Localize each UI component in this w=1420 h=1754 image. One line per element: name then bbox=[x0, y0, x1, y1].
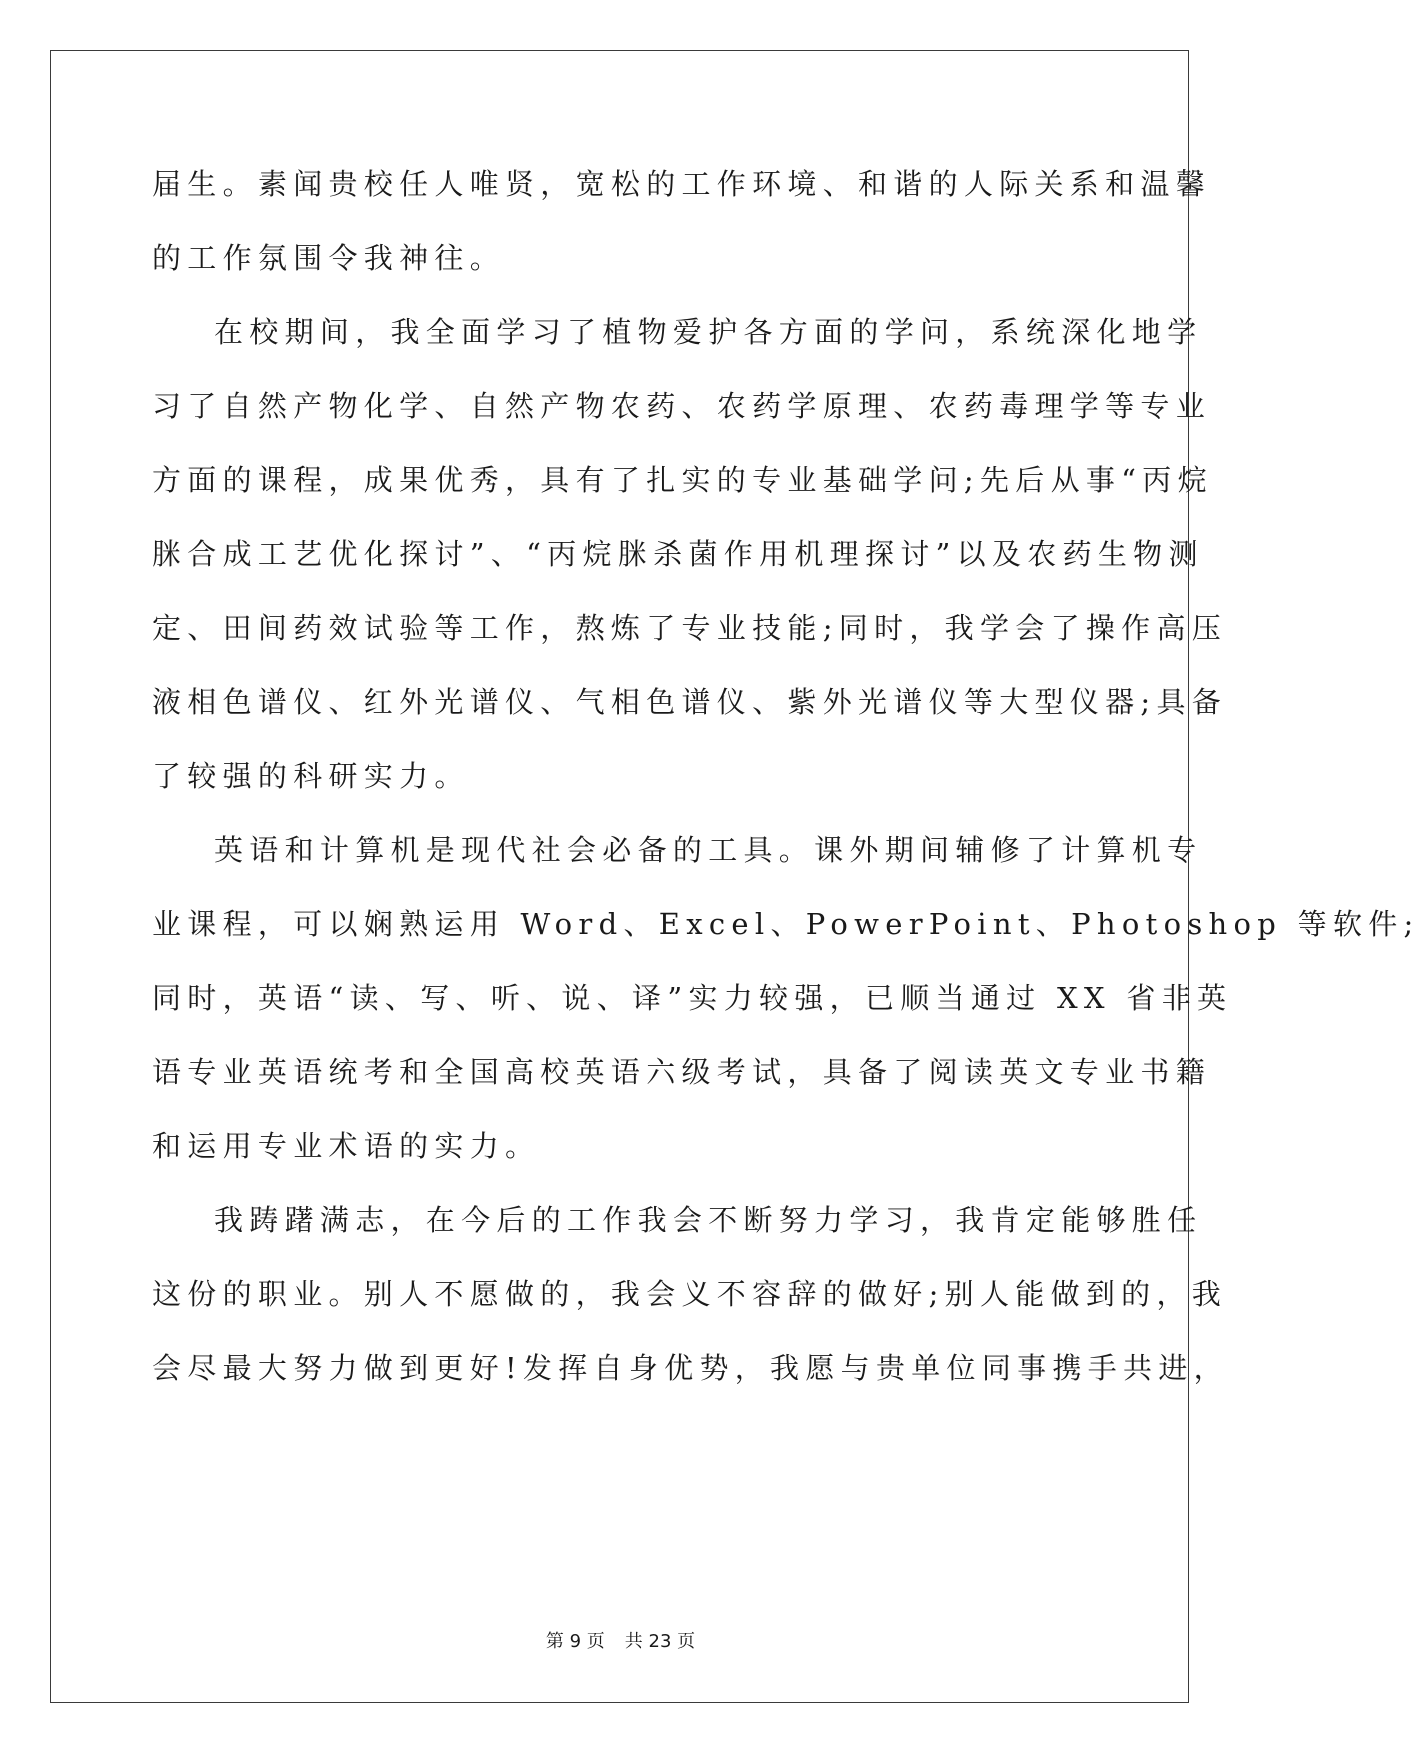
text-line: 液相色谱仪、红外光谱仪、气相色谱仪、紫外光谱仪等大型仪器;具备 bbox=[152, 685, 1228, 719]
page-footer bbox=[0, 1627, 1241, 1653]
page-total: 共 23 页 bbox=[624, 1631, 696, 1652]
text-line: 方面的课程，成果优秀，具有了扎实的专业基础学问;先后从事“丙烷 bbox=[152, 463, 1213, 497]
text-line: 脒合成工艺优化探讨”、“丙烷脒杀菌作用机理探讨”以及农药生物测 bbox=[152, 537, 1204, 571]
text-line: 和运用专业术语的实力。 bbox=[152, 1129, 541, 1163]
paragraph-start-line: 我踌躇满志，在今后的工作我会不断努力学习，我肯定能够胜任 bbox=[214, 1203, 1203, 1237]
text-line: 业课程，可以娴熟运用 Word、Excel、PowerPoint、Photoshop 等软件; bbox=[152, 907, 1420, 941]
paragraph-start-line: 英语和计算机是现代社会必备的工具。课外期间辅修了计算机专 bbox=[214, 833, 1203, 867]
text-line: 了较强的科研实力。 bbox=[152, 759, 470, 793]
text-line: 定、田间药效试验等工作，熬炼了专业技能;同时，我学会了操作高压 bbox=[152, 611, 1228, 645]
text-line: 语专业英语统考和全国高校英语六级考试，具备了阅读英文专业书籍 bbox=[152, 1055, 1212, 1089]
text-line: 届生。素闻贵校任人唯贤，宽松的工作环境、和谐的人际关系和温馨 bbox=[152, 167, 1212, 201]
text-line: 习了自然产物化学、自然产物农药、农药学原理、农药毒理学等专业 bbox=[152, 389, 1212, 423]
text-line: 这份的职业。别人不愿做的，我会义不容辞的做好;别人能做到的，我 bbox=[152, 1277, 1228, 1311]
page-border bbox=[50, 50, 1189, 1703]
paragraph-start-line: 在校期间，我全面学习了植物爱护各方面的学问，系统深化地学 bbox=[214, 315, 1203, 349]
text-line: 的工作氛围令我神往。 bbox=[152, 241, 506, 275]
text-line: 同时，英语“读、写、听、说、译”实力较强，已顺当通过 XX 省非英 bbox=[152, 981, 1233, 1015]
page-number: 第 9 页 bbox=[545, 1631, 605, 1652]
text-line: 会尽最大努力做到更好!发挥自身优势，我愿与贵单位同事携手共进， bbox=[152, 1351, 1229, 1385]
